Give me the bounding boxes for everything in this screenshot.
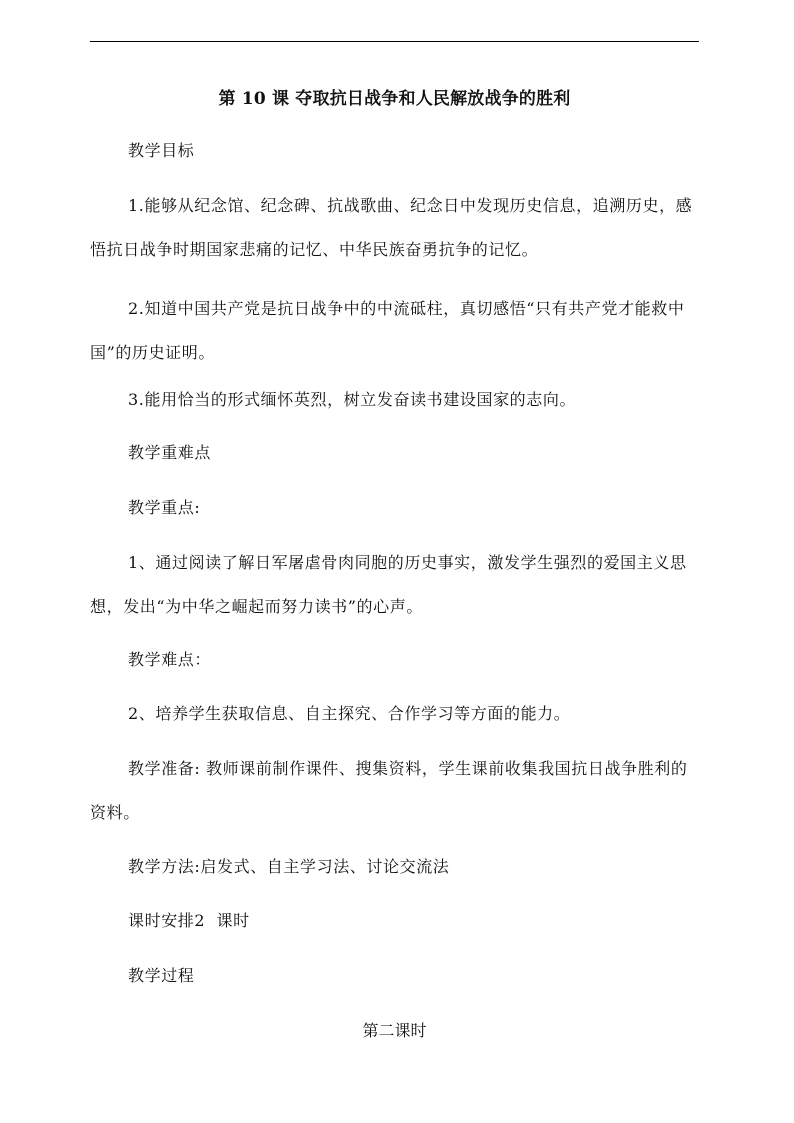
objective-1	[90, 184, 702, 272]
key-point-1	[90, 541, 702, 629]
schedule	[90, 899, 702, 943]
difficult-points-heading-text: 教学难点：	[128, 650, 212, 669]
methods-text: 教学方法:启发式、自主学习法、讨论交流法	[128, 857, 450, 876]
objectives-heading	[90, 129, 702, 173]
difficult-point-2	[90, 692, 702, 736]
key-points-heading-text: 教学重点:	[128, 498, 201, 517]
objective-3	[90, 378, 702, 422]
difficult-points-heading	[90, 638, 702, 682]
session-label: 第二课时	[362, 1021, 427, 1040]
difficult-point-2-text: 2、培养学生获取信息、自主探究、合作学习等方面的能力。	[128, 704, 571, 723]
schedule-text: 课时安排2 课时	[128, 911, 250, 930]
objective-2-text: 2.知道中国共产党是抗日战争中的中流砥柱，真切感悟“只有共产党才能救中国”的历史证明。	[90, 299, 685, 362]
objective-2	[90, 287, 702, 375]
header-rule	[90, 41, 699, 42]
objective-1-text: 1.能够从纪念馆、纪念碑、抗战歌曲、纪念日中发现历史信息，追溯历史，感悟抗日战争时期国家悲痛的记忆、中华民族奋勇抗争的记忆。	[90, 196, 693, 259]
preparation	[90, 747, 702, 835]
preparation-text: 教学准备: 教师课前制作课件、搜集资料，学生课前收集我国抗日战争胜利的资料。	[90, 759, 688, 822]
key-difficult-heading-text: 教学重难点	[128, 443, 212, 462]
methods	[90, 845, 702, 889]
process-heading	[90, 954, 702, 998]
process-heading-text: 教学过程	[128, 966, 195, 985]
objectives-heading-text: 教学目标	[128, 141, 195, 160]
objective-3-text: 3.能用恰当的形式缅怀英烈，树立发奋读书建设国家的志向。	[128, 390, 577, 409]
lesson-title: 第 10 课 夺取抗日战争和人民解放战争的胜利	[218, 89, 571, 109]
key-point-1-text: 1、通过阅读了解日军屠虐骨肉同胞的历史事实，激发学生强烈的爱国主义思想，发出“为中华之崛起而努力读书”的心声。	[90, 553, 687, 616]
key-points-heading	[90, 486, 702, 530]
key-difficult-heading	[90, 431, 702, 475]
